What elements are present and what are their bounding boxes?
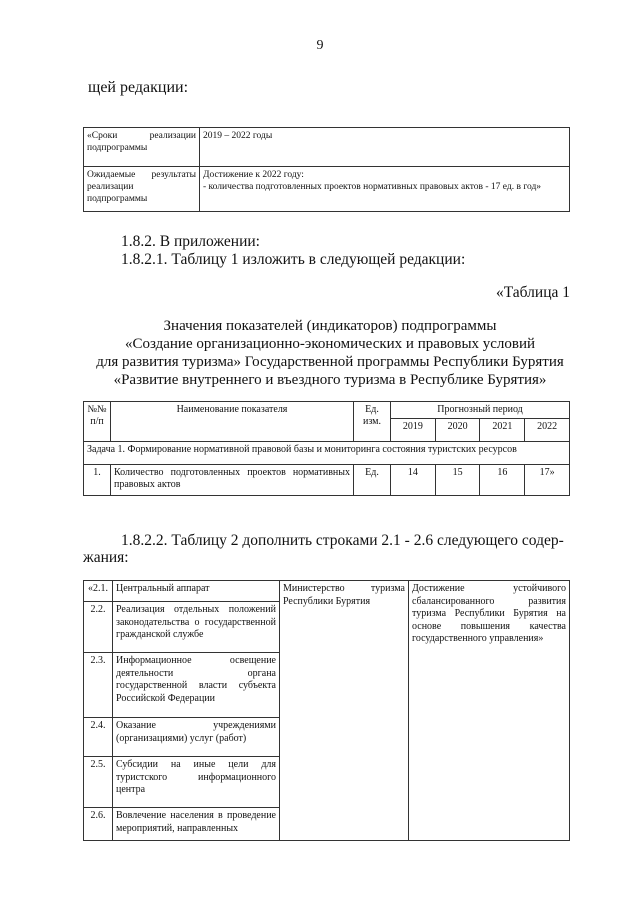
page-number: 9 bbox=[316, 38, 324, 53]
table-row bbox=[84, 465, 570, 496]
row-value: 17» bbox=[525, 465, 570, 496]
row-num: 2.2. bbox=[84, 602, 113, 653]
paragraph: 1.8.2.2. Таблицу 2 дополнить строками 2.1 - 2.6 следующего содер- bbox=[121, 532, 564, 549]
caption-line: «Развитие внутреннего и въездного туризма в Республике Бурятия» bbox=[113, 372, 547, 388]
row-num: 2.3. bbox=[84, 653, 113, 718]
caption-line: «Создание организационно-экономических и правовых условий bbox=[124, 336, 536, 352]
header-period: Прогнозный период bbox=[391, 402, 570, 419]
table-row bbox=[84, 581, 570, 602]
result-cell: Достижение устойчивого сбалансированного развития туризма Республики Бурятия на основе повышения качества государственного управления» bbox=[409, 581, 570, 841]
row-value: 15 bbox=[435, 465, 480, 496]
row-unit: Ед. bbox=[354, 465, 391, 496]
lead-text: щей редакции: bbox=[88, 79, 189, 96]
row-value: 16 bbox=[480, 465, 525, 496]
table-row bbox=[84, 167, 570, 212]
passport-value: 2019 – 2022 годы bbox=[200, 128, 570, 167]
row-name: Субсидии на иные цели для туристского информационного центра bbox=[113, 757, 280, 808]
passport-value-line: Достижение к 2022 году: bbox=[203, 170, 304, 180]
paragraph: 1.8.2. В приложении: bbox=[121, 233, 260, 250]
header-year: 2022 bbox=[525, 419, 570, 442]
header-num: №№ п/п bbox=[84, 402, 111, 442]
caption-line: Значения показателей (индикаторов) подпрограммы bbox=[163, 318, 497, 334]
row-name: Информационное освещение деятельности органа государственной власти субъекта Российской Федерации bbox=[113, 653, 280, 718]
task-cell: Задача 1. Формирование нормативной правовой базы и мониторинга состояния туристских ресурсов bbox=[84, 442, 570, 465]
table-caption bbox=[60, 317, 600, 389]
row-name: Центральный аппарат bbox=[113, 581, 280, 602]
row-num: 2.5. bbox=[84, 757, 113, 808]
passport-table bbox=[83, 127, 570, 212]
row-name: Реализация отдельных положений законодательства о государственной гражданской службе bbox=[113, 602, 280, 653]
header-year: 2021 bbox=[480, 419, 525, 442]
row-value: 14 bbox=[391, 465, 436, 496]
header-year: 2019 bbox=[391, 419, 436, 442]
header-year: 2020 bbox=[435, 419, 480, 442]
paragraph: 1.8.2.1. Таблицу 1 изложить в следующей редакции: bbox=[121, 251, 466, 268]
header-name: Наименование показателя bbox=[111, 402, 354, 442]
passport-value bbox=[200, 167, 570, 212]
task-row bbox=[84, 442, 570, 465]
activities-table bbox=[83, 580, 570, 841]
org-cell: Министерство туризма Республики Бурятия bbox=[280, 581, 409, 841]
caption-line: для развития туризма» Государственной программы Республики Бурятия bbox=[96, 354, 564, 370]
header-row bbox=[84, 402, 570, 419]
row-name: Вовлечение населения в проведение мероприятий, направленных bbox=[113, 808, 280, 841]
row-name: Оказание учреждениями (организациями) услуг (работ) bbox=[113, 718, 280, 757]
passport-label: «Сроки реализации подпрограммы bbox=[84, 128, 200, 167]
row-num: 1. bbox=[84, 465, 111, 496]
passport-value-line: - количества подготовленных проектов нормативных правовых актов - 17 ед. в год» bbox=[203, 182, 542, 192]
row-num: 2.6. bbox=[84, 808, 113, 841]
header-unit: Ед. изм. bbox=[354, 402, 391, 442]
passport-label: Ожидаемые результаты реализации подпрограммы bbox=[84, 167, 200, 212]
table-reference: «Таблица 1 bbox=[495, 284, 570, 301]
row-name: Количество подготовленных проектов нормативных правовых актов bbox=[111, 465, 354, 496]
indicators-table bbox=[83, 401, 570, 496]
paragraph: жания: bbox=[83, 549, 129, 566]
row-num: «2.1. bbox=[84, 581, 113, 602]
table-row bbox=[84, 128, 570, 167]
row-num: 2.4. bbox=[84, 718, 113, 757]
